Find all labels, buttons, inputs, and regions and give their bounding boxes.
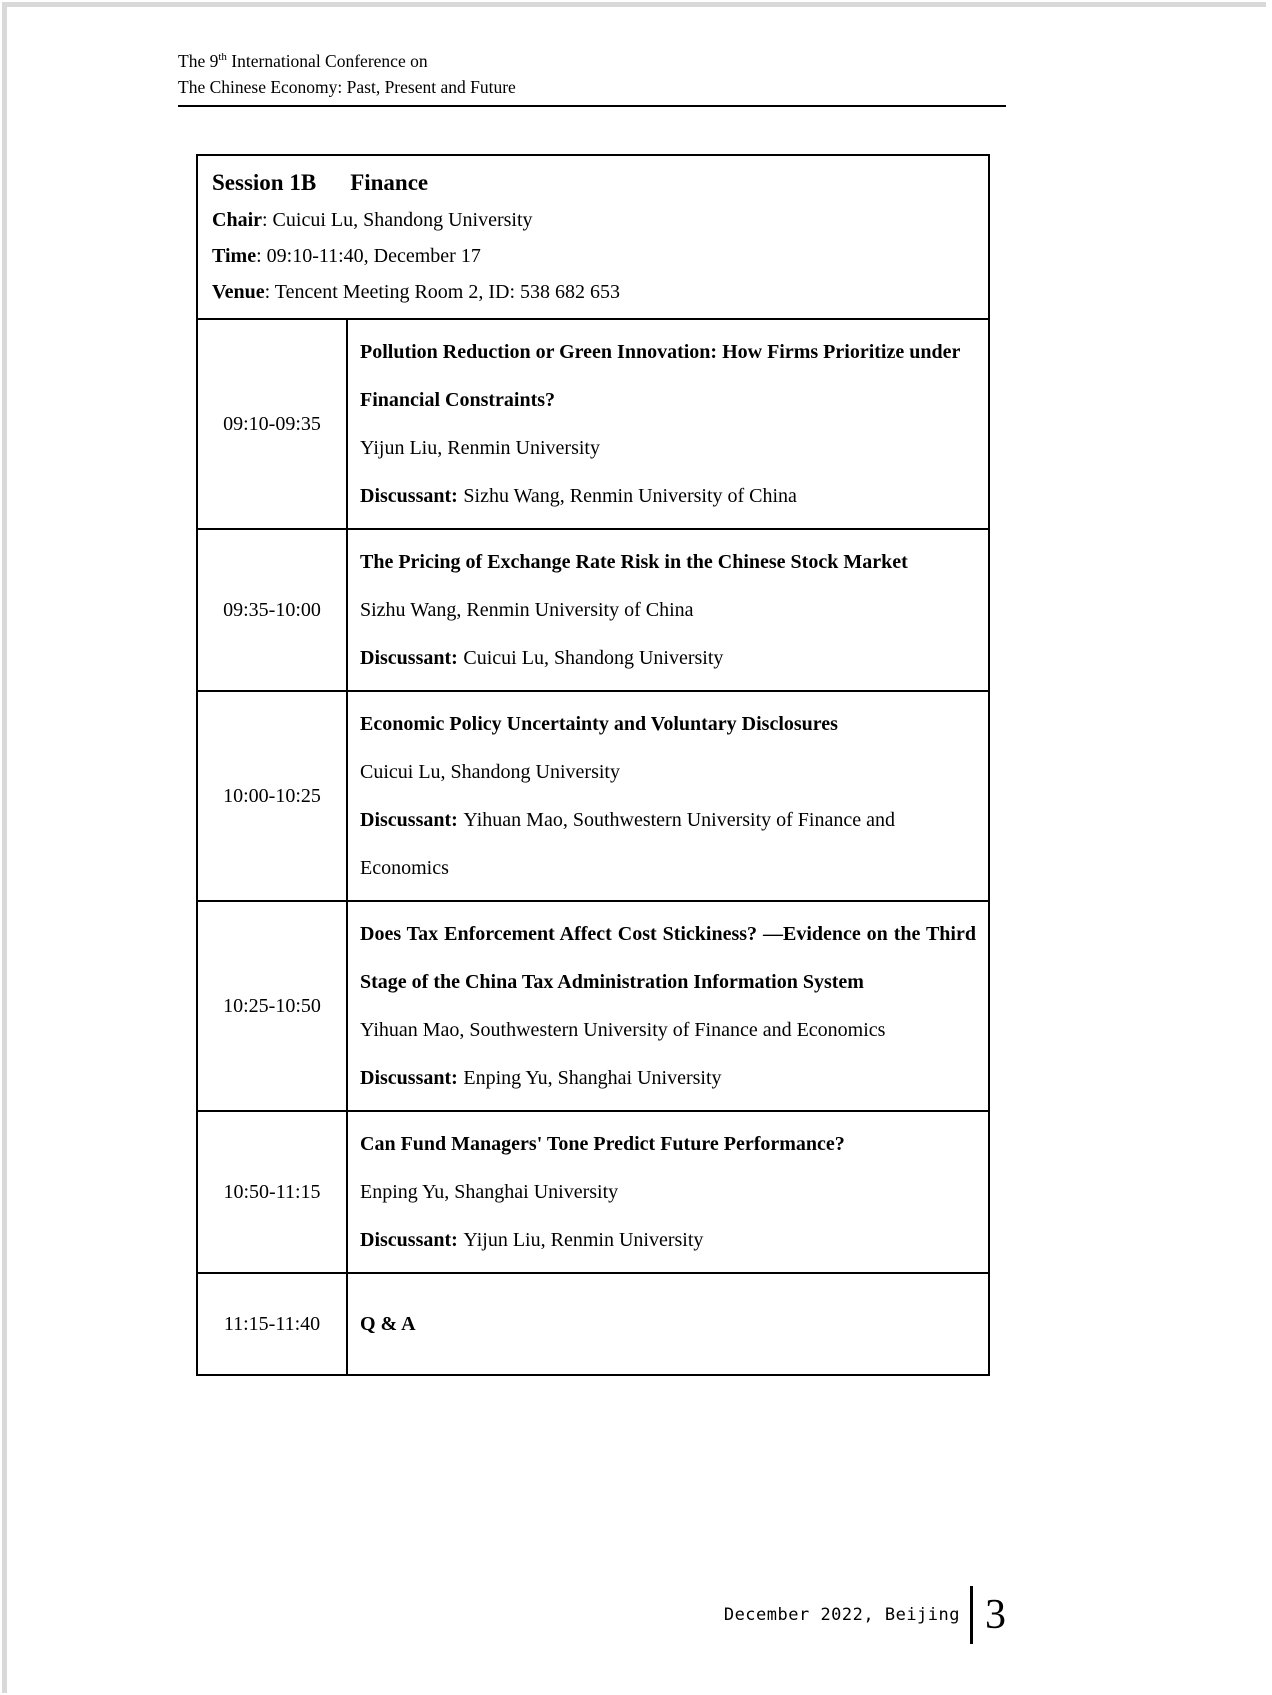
discussant-label: Discussant: [360, 485, 458, 507]
talk-title: Does Tax Enforcement Affect Cost Stickiness? —Evidence on the Third Stage of the China Tax Administration Information System [360, 923, 976, 993]
session-table [196, 154, 990, 1376]
talk-presenter: Cuicui Lu, Shandong University [360, 761, 620, 783]
ordinal-suffix: th [218, 51, 227, 64]
talk-presenter: Yihuan Mao, Southwestern University of Finance and Economics [360, 1019, 886, 1041]
talk-discussant [360, 1054, 976, 1102]
time-slot: 10:50-11:15 [198, 1112, 348, 1272]
conference-title-prefix: The 9 [178, 51, 219, 71]
schedule-row-3 [198, 690, 988, 900]
running-header [178, 48, 1006, 100]
talk-discussant [360, 472, 976, 520]
discussant-value: Cuicui Lu, Shandong University [463, 647, 724, 669]
conference-title-suffix: International Conference on [226, 51, 428, 71]
schedule-row-1 [198, 318, 988, 528]
discussant-label: Discussant: [360, 809, 458, 831]
time-slot: 09:35-10:00 [198, 530, 348, 690]
page-number: 3 [985, 1592, 1006, 1638]
schedule-row-qa [198, 1272, 988, 1374]
footer-date: December 2022, Beijing [723, 1605, 960, 1625]
session-venue [212, 274, 972, 310]
talk-discussant [360, 796, 976, 892]
schedule-row-2 [198, 528, 988, 690]
schedule-row-4 [198, 900, 988, 1110]
page-edge-top [2, 2, 1266, 7]
talk-details [348, 320, 988, 528]
talk-title: Can Fund Managers' Tone Predict Future Performance? [360, 1133, 845, 1155]
time-slot: 10:00-10:25 [198, 692, 348, 900]
chair-label: Chair [212, 209, 262, 231]
schedule-row-5 [198, 1110, 988, 1272]
session-code: Session 1B [212, 170, 317, 195]
qa-label: Q & A [360, 1313, 416, 1335]
session-header [198, 156, 988, 318]
page-footer [724, 1584, 1006, 1646]
discussant-label: Discussant: [360, 1229, 458, 1251]
talk-presenter: Enping Yu, Shanghai University [360, 1181, 619, 1203]
discussant-label: Discussant: [360, 1067, 458, 1089]
time-value: : 09:10-11:40, December 17 [256, 245, 481, 267]
talk-details [348, 1112, 988, 1272]
talk-presenter: Sizhu Wang, Renmin University of China [360, 599, 694, 621]
session-title [212, 166, 972, 200]
discussant-value: Yihuan Mao, Southwestern University of Finance and Economics [360, 809, 895, 879]
discussant-label: Discussant: [360, 647, 458, 669]
talk-details [348, 902, 988, 1110]
talk-presenter: Yijun Liu, Renmin University [360, 437, 600, 459]
session-chair [212, 202, 972, 238]
talk-discussant [360, 634, 976, 682]
venue-value: : Tencent Meeting Room 2, ID: 538 682 653 [264, 281, 621, 303]
talk-title: Economic Policy Uncertainty and Voluntary Disclosures [360, 713, 838, 735]
session-time [212, 238, 972, 274]
time-label: Time [212, 245, 257, 267]
discussant-value: Enping Yu, Shanghai University [463, 1067, 722, 1089]
talk-details [348, 1274, 988, 1374]
session-topic: Finance [350, 170, 429, 195]
footer-divider [970, 1586, 973, 1644]
discussant-value: Yijun Liu, Renmin University [463, 1229, 704, 1251]
talk-discussant [360, 1216, 976, 1264]
venue-label: Venue [212, 281, 265, 303]
header-rule [178, 105, 1006, 107]
page-content [178, 48, 1006, 1376]
talk-details [348, 530, 988, 690]
talk-title: Pollution Reduction or Green Innovation: How Firms Prioritize under Financial Constraints? [360, 341, 960, 411]
time-slot: 09:10-09:35 [198, 320, 348, 528]
talk-title: The Pricing of Exchange Rate Risk in the Chinese Stock Market [360, 551, 908, 573]
talk-details [348, 692, 988, 900]
discussant-value: Sizhu Wang, Renmin University of China [463, 485, 797, 507]
chair-value: : Cuicui Lu, Shandong University [262, 209, 533, 231]
time-slot: 10:25-10:50 [198, 902, 348, 1110]
conference-title-line2: The Chinese Economy: Past, Present and Future [178, 77, 516, 97]
page-edge-left [2, 2, 7, 1693]
conference-title-line1 [178, 48, 1006, 74]
time-slot: 11:15-11:40 [198, 1274, 348, 1374]
